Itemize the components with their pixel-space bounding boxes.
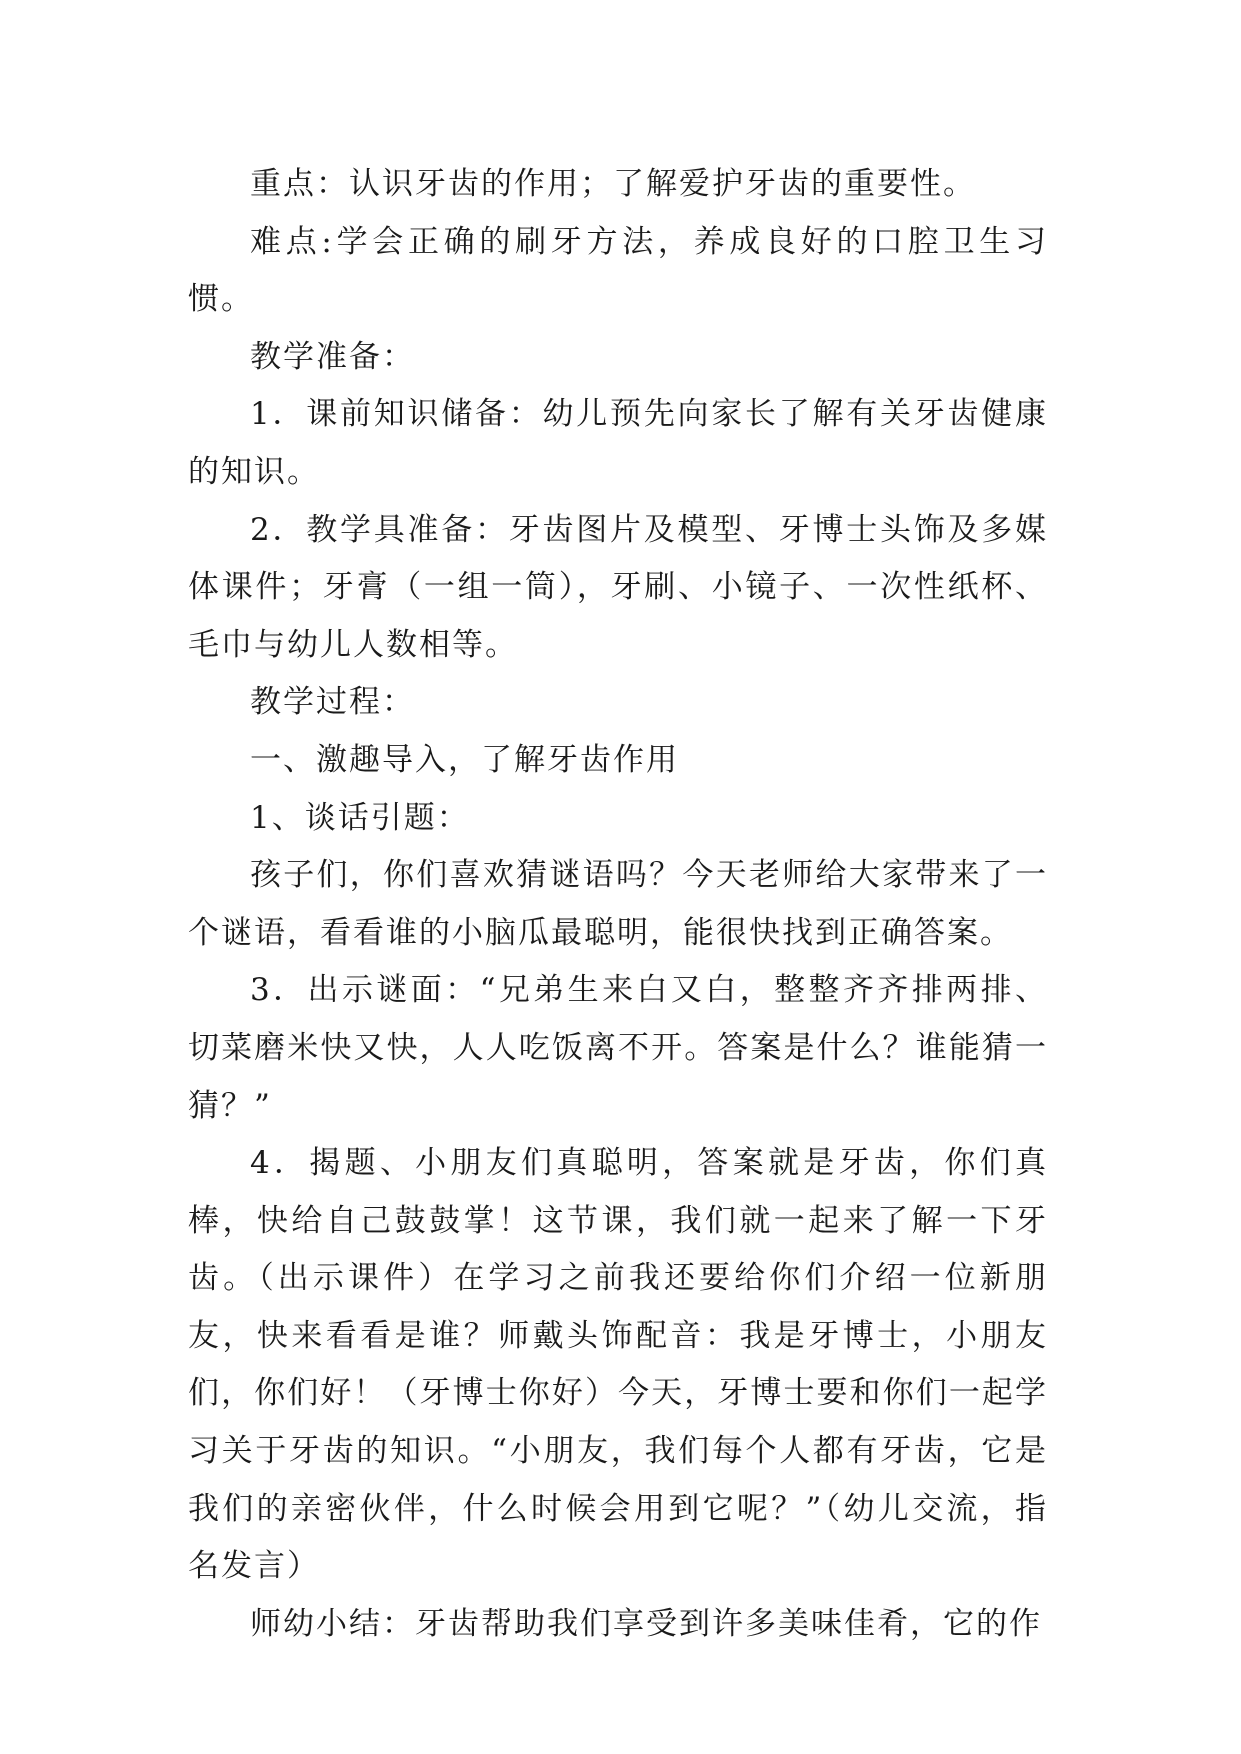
paragraph-summary: 师幼小结：牙齿帮助我们享受到许多美味佳肴，它的作 — [250, 1605, 1042, 1642]
paragraph-preparation-2: 2．教学具准备：牙齿图片及模型、牙博士头饰及多媒体课件；牙膏（一组一筒），牙刷、小镜子、一次性纸杯、毛巾与幼儿人数相等。 — [188, 511, 1048, 663]
paragraph-section-1-heading: 一、激趣导入，了解牙齿作用 — [250, 741, 679, 778]
paragraph-process-heading: 教学过程： — [250, 684, 415, 721]
paragraph-preparation-1: 1．课前知识储备：幼儿预先向家长了解有关牙齿健康的知识。 — [188, 396, 1048, 490]
paragraph-intro-talk: 孩子们，你们喜欢猜谜语吗？今天老师给大家带来了一个谜语，看看谁的小脑瓜最聪明，能很快找到正确答案。 — [188, 857, 1048, 951]
paragraph-key-points: 重点：认识牙齿的作用；了解爱护牙齿的重要性。 — [250, 166, 976, 202]
paragraph-step-3-riddle: 3．出示谜面：“兄弟生来白又白，整整齐齐排两排、切菜磨米快又快，人人吃饭离不开。答案是什么？谁能猜一猜？” — [188, 972, 1048, 1124]
paragraph-difficulties: 难点:学会正确的刷牙方法，养成良好的口腔卫生习惯。 — [188, 223, 1048, 318]
paragraph-preparation-heading: 教学准备： — [250, 338, 415, 375]
paragraph-step-1: 1、谈话引题： — [250, 799, 470, 836]
paragraph-step-4-reveal: 4．揭题、小朋友们真聪明，答案就是牙齿，你们真棒，快给自己鼓鼓掌！这节课，我们就一起来了解一下牙齿。（出示课件）在学习之前我还要给你们介绍一位新朋友，快来看看是谁？师戴头饰配音：我是牙博士，小朋友们，你们好！（牙博士你好）今天，牙博士要和你们一起学习关于牙齿的知识。“小朋友，我们每个人都有牙齿，它是我们的亲密伙伴，什么时候会用到它呢？”（幼儿交流，指名发言） — [188, 1145, 1048, 1585]
document-body — [188, 156, 1048, 1653]
